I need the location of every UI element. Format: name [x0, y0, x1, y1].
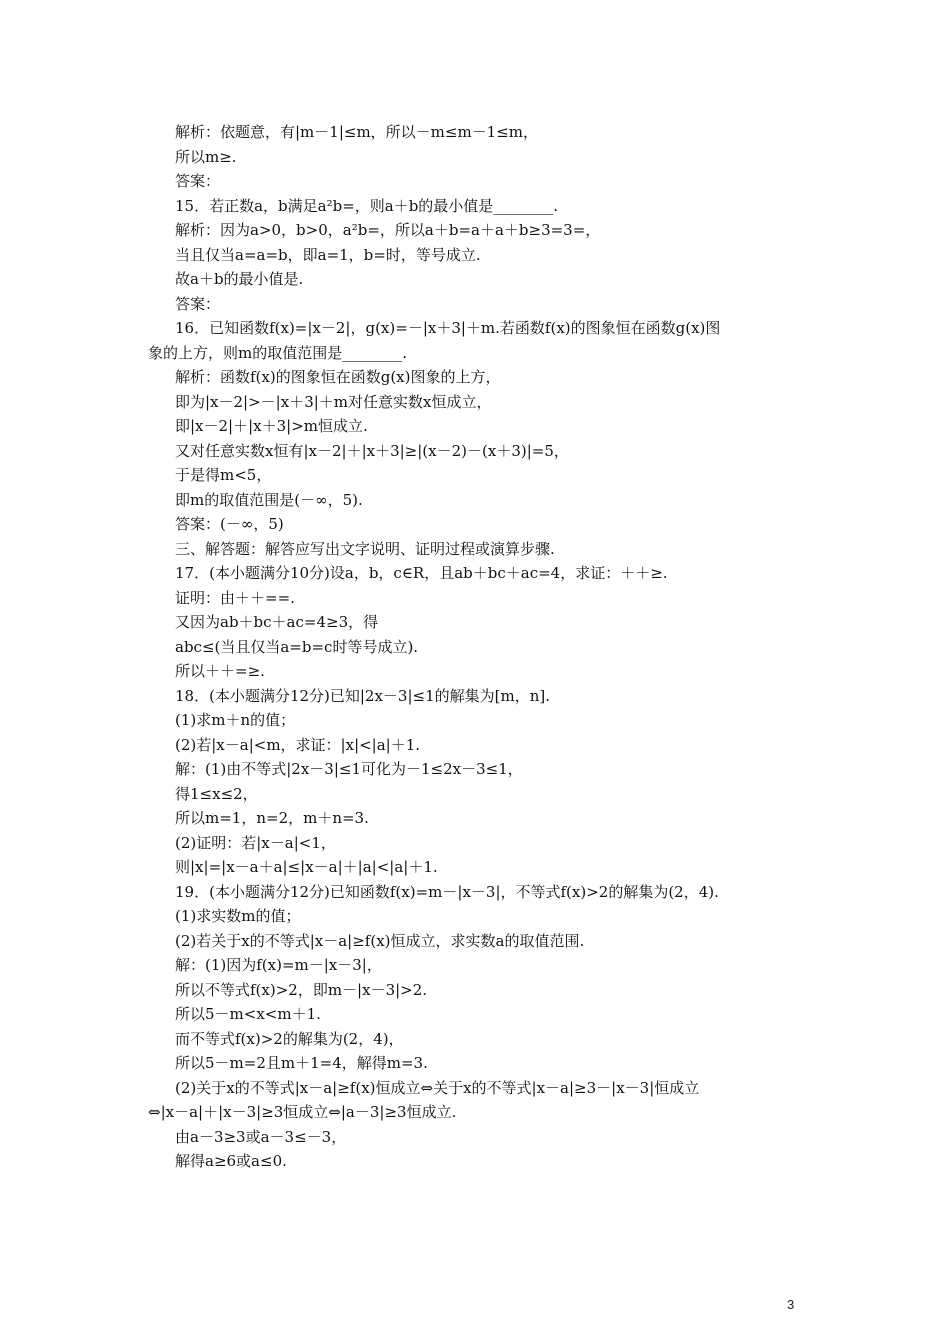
text-line: 即|x－2|＋|x＋3|>m恒成立. [175, 417, 368, 435]
text-line: 由a－3≥3或a－3≤－3， [175, 1127, 347, 1146]
question-15: 15．若正数a，b满足a²b=，则a＋b的最小值是________. [175, 196, 559, 215]
text-line: (1)求实数m的值； [175, 907, 301, 925]
text-line: 故a＋b的最小值是. [175, 270, 304, 288]
text-line: 而不等式f(x)>2的解集为(2，4)， [175, 1029, 404, 1048]
text-line: (2)若关于x的不等式|x－a|≥f(x)恒成立，求实数a的取值范围. [175, 931, 585, 950]
text-line: 即m的取值范围是(－∞，5). [175, 490, 363, 509]
text-line: 又因为ab＋bc＋ac=4≥3，得 [175, 613, 379, 631]
text-line: 则|x|=|x－a＋a|≤|x－a|＋|a|<|a|＋1. [175, 858, 438, 876]
text-line: 所以5－m<x<m＋1. [175, 1005, 321, 1023]
text-line: 答案： [175, 294, 221, 313]
text-line: 所以m≥. [175, 147, 237, 166]
text-line: 即为|x－2|>－|x＋3|＋m对任意实数x恒成立， [175, 392, 492, 411]
text-line: 解得a≥6或a≤0. [175, 1152, 287, 1170]
text-line: 解析：依题意，有|m－1|≤m，所以－m≤m－1≤m， [175, 123, 539, 141]
text-line: (2)证明：若|x－a|<1， [175, 833, 336, 852]
document-body [148, 120, 808, 1174]
question-16: 16．已知函数f(x)=|x－2|，g(x)=－|x＋3|＋m.若函数f(x)的图象恒在函数g(x)图 [175, 319, 721, 337]
text-line: 象的上方，则m的取值范围是________. [148, 343, 407, 362]
text-line: (2)若|x－a|<m，求证：|x|<|a|＋1. [175, 735, 421, 754]
text-line: 当且仅当a=a=b，即a=1，b=时，等号成立. [175, 245, 481, 264]
question-19: 19．(本小题满分12分)已知函数f(x)=m－|x－3|，不等式f(x)>2的解集为(2，4). [175, 882, 719, 901]
question-17: 17．(本小题满分10分)设a，b，c∈R，且ab＋bc＋ac=4，求证：＋＋≥. [175, 564, 668, 582]
text-line: 证明：由＋＋==. [175, 588, 295, 607]
question-18: 18．(本小题满分12分)已知|2x－3|≤1的解集为[m，n]. [175, 686, 551, 705]
text-line: 答案： [175, 172, 221, 190]
text-line: 解：(1)由不等式|2x－3|≤1可化为－1≤2x－3≤1， [175, 760, 523, 778]
text-line: (2)关于x的不等式|x－a|≥f(x)恒成立⇔关于x的不等式|x－a|≥3－|x－3|恒成立 [175, 1078, 700, 1097]
text-line: 所以＋＋=≥. [175, 662, 265, 680]
text-line: 所以不等式f(x)>2，即m－|x－3|>2. [175, 980, 428, 999]
text-line: 所以5－m=2且m＋1=4，解得m=3. [175, 1054, 428, 1072]
text-line: 解析：因为a>0，b>0，a²b=，所以a＋b=a＋a＋b≥3=3=， [175, 221, 601, 239]
section-heading: 三、解答题：解答应写出文字说明、证明过程或演算步骤. [175, 539, 555, 558]
text-line: abc≤(当且仅当a=b=c时等号成立). [175, 637, 419, 656]
text-line: 所以m=1，n=2，m＋n=3. [175, 809, 369, 827]
text-line: ⇔|x－a|＋|x－3|≥3恒成立⇔|a－3|≥3恒成立. [148, 1103, 457, 1121]
text-line: 解析：函数f(x)的图象恒在函数g(x)图象的上方， [175, 368, 501, 386]
text-line: 又对任意实数x恒有|x－2|＋|x＋3|≥|(x－2)－(x＋3)|=5， [175, 441, 569, 460]
text-line: 解：(1)因为f(x)=m－|x－3|， [175, 956, 382, 974]
page-number: 3 [787, 1297, 795, 1312]
text-line: 答案：(－∞，5) [175, 515, 284, 533]
text-line: 于是得m<5， [175, 466, 272, 484]
text-line: 得1≤x≤2， [175, 784, 258, 803]
text-line: (1)求m＋n的值； [175, 711, 296, 729]
